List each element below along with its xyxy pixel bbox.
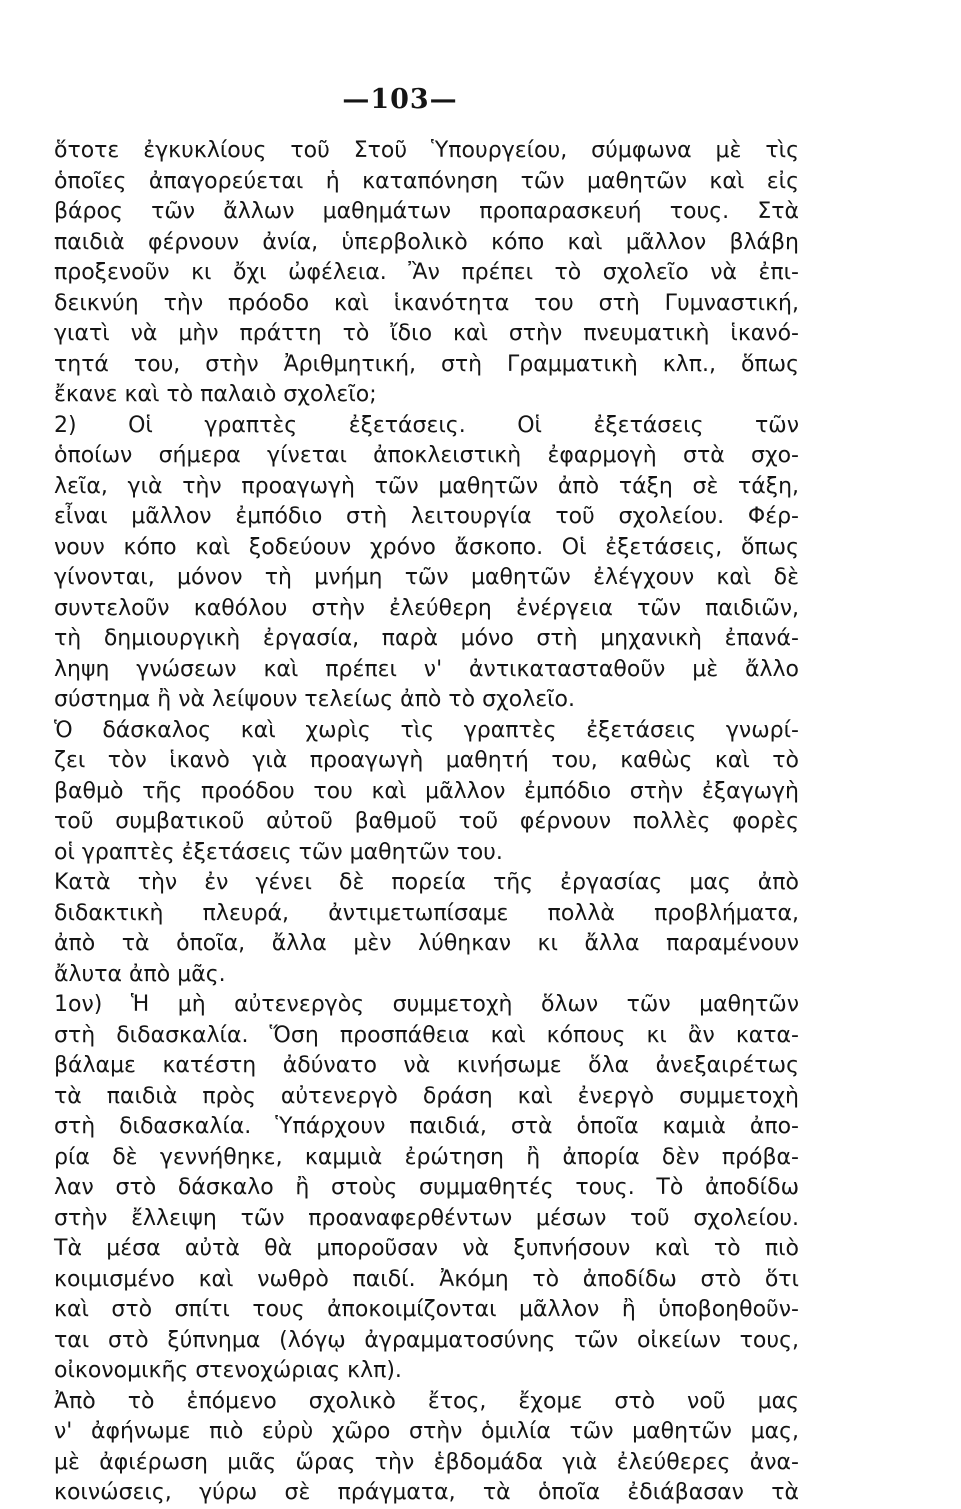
text-line: Ὁ δάσκαλος καὶ χωρὶς τὶς γραπτὲς ἐξετάσεις γνωρί- bbox=[54, 717, 799, 743]
text-line: βάρος τῶν ἄλλων μαθημάτων προπαρασκευή τους. Στὰ bbox=[54, 199, 799, 224]
text-line: βάλαμε κατέστη ἀδύνατο νὰ κινήσωμε ὅλα ἀνεξαιρέτως bbox=[54, 1053, 799, 1078]
text-line: παιδιὰ φέρνουν ἀνία, ὑπερβολικὸ κόπο καὶ μᾶλλον βλάβη bbox=[54, 229, 799, 255]
text-line: λεῖα, γιὰ τὴν προαγωγὴ τῶν μαθητῶν ἀπὸ τάξη σὲ τάξη, bbox=[54, 473, 799, 499]
text-line: προξενοῦν κι ὄχι ὠφέλεια. Ἂν πρέπει τὸ σχολεῖο νὰ ἐπι- bbox=[54, 260, 799, 285]
text-line: 1ον) Ἡ μὴ αὐτενεργὸς συμμετοχὴ ὅλων τῶν μαθητῶν bbox=[54, 992, 799, 1017]
text-line: ται στὸ ξύπνημα (λόγῳ ἀγραμματοσύνης τῶν οἰκείων τους, bbox=[54, 1327, 799, 1353]
text-line: νουν κόπο καὶ ξοδεύουν χρόνο ἄσκοπο. Οἱ ἐξετάσεις, ὅπως bbox=[54, 534, 799, 560]
text-line: κοινώσεις, γύρω σὲ πράγματα, τὰ ὁποῖα ἐδιάβασαν τὰ bbox=[54, 1480, 799, 1505]
text-line: ληψη γνώσεων καὶ πρέπει ν' ἀντικατασταθοῦν μὲ ἄλλο bbox=[54, 656, 799, 682]
text-line: Ἀπὸ τὸ ἑπόμενο σχολικὸ ἔτος, ἔχομε στὸ νοῦ μας bbox=[54, 1388, 799, 1414]
text-line: ζει τὸν ἱκανὸ γιὰ προαγωγὴ μαθητή του, καθὼς καὶ τὸ bbox=[54, 748, 799, 773]
text-line: στὴ διδασκαλία. Ὅση προσπάθεια καὶ κόπους κι ἂν κατα- bbox=[54, 1022, 799, 1048]
text-line: συντελοῦν καθόλου στὴν ἐλεύθερη ἐνέργεια τῶν παιδιῶν, bbox=[54, 595, 799, 621]
page-number: —103— bbox=[342, 84, 458, 115]
text-line: ἀπὸ τὰ ὁποῖα, ἄλλα μὲν λύθηκαν κι ἄλλα παραμένουν bbox=[54, 931, 799, 956]
text-line: λαν στὸ δάσκαλο ἢ στοὺς συμμαθητές τους. Τὸ ἀποδίδω bbox=[54, 1175, 799, 1200]
text-line: Τὰ μέσα αὐτὰ θὰ μποροῦσαν νὰ ξυπνήσουν καὶ τὸ πιὸ bbox=[54, 1236, 799, 1261]
text-line: ὅτοτε ἐγκυκλίους τοῦ Στοῦ Ὑπουργείου, σύμφωνα μὲ τὶς bbox=[54, 138, 799, 163]
text-line: Κατὰ τὴν ἐν γένει δὲ πορεία τῆς ἐργασίας μας ἀπὸ bbox=[54, 870, 799, 895]
text-line: γιατὶ νὰ μὴν πράττη τὸ ἴδιο καὶ στὴν πνευματικὴ ἱκανό- bbox=[54, 321, 799, 346]
text-line: γίνονται, μόνον τὴ μνήμη τῶν μαθητῶν ἐλέγχουν καὶ δὲ bbox=[54, 565, 799, 590]
text-line: σύστημα ἢ νὰ λείψουν τελείως ἀπὸ τὸ σχολεῖο. bbox=[54, 687, 575, 712]
text-line: τοῦ συμβατικοῦ αὐτοῦ βαθμοῦ τοῦ φέρνουν πολλὲς φορὲς bbox=[54, 809, 799, 834]
text-line: στὴ διδασκαλία. Ὑπάρχουν παιδιά, στὰ ὁποῖα καμιὰ ἀπο- bbox=[54, 1114, 799, 1139]
text-line: δεικνύη τὴν πρόοδο καὶ ἱκανότητα του στὴ Γυμναστική, bbox=[54, 290, 799, 316]
body-text bbox=[54, 136, 799, 1509]
text-line: οἰκονομικῆς στενοχώριας κλπ). bbox=[54, 1358, 402, 1383]
text-line: εἶναι μᾶλλον ἐμπόδιο στὴ λειτουργία τοῦ σχολείου. Φέρ- bbox=[54, 504, 799, 529]
text-line: στὴν ἔλλειψη τῶν προαναφερθέντων μέσων τοῦ σχολείου. bbox=[54, 1205, 799, 1231]
text-line: μὲ ἀφιέρωση μιᾶς ὥρας τὴν ἑβδομάδα γιὰ ἐλεύθερες ἀνα- bbox=[54, 1449, 799, 1475]
text-line: τὰ παιδιὰ πρὸς αὐτενεργὸ δράση καὶ ἐνεργὸ συμμετοχὴ bbox=[54, 1083, 799, 1109]
text-line: τητά του, στὴν Ἀριθμητική, στὴ Γραμματικὴ κλπ., ὅπως bbox=[54, 351, 799, 377]
text-line: ν' ἀφήνωμε πιὸ εὐρὺ χῶρο στὴν ὁμιλία τῶν μαθητῶν μας, bbox=[54, 1419, 799, 1444]
text-line: βαθμὸ τῆς προόδου του καὶ μᾶλλον ἐμπόδιο στὴν ἐξαγωγὴ bbox=[54, 778, 799, 804]
text-line: ἄλυτα ἀπὸ μᾶς. bbox=[54, 961, 226, 987]
text-line: κοιμισμένο καὶ νωθρὸ παιδί. Ἀκόμη τὸ ἀποδίδω στὸ ὅτι bbox=[54, 1266, 799, 1292]
text-line: ὁποῖες ἀπαγορεύεται ἡ καταπόνηση τῶν μαθητῶν καὶ εἰς bbox=[54, 168, 799, 194]
text-line: διδακτικὴ πλευρά, ἀντιμετωπίσαμε πολλὰ προβλήματα, bbox=[54, 900, 799, 926]
text-line: ὁποίων σήμερα γίνεται ἀποκλειστικὴ ἐφαρμογὴ στὰ σχο- bbox=[54, 443, 799, 468]
text-line: 2) Οἱ γραπτὲς ἐξετάσεις. Οἱ ἐξετάσεις τῶν bbox=[54, 412, 799, 438]
text-line: καὶ στὸ σπίτι τους ἀποκοιμίζονται μᾶλλον ἢ ὑποβοηθοῦν- bbox=[54, 1297, 799, 1322]
text-line: οἱ γραπτὲς ἐξετάσεις τῶν μαθητῶν του. bbox=[54, 839, 503, 865]
text-line: ἔκανε καὶ τὸ παλαιὸ σχολεῖο; bbox=[54, 382, 377, 407]
text-line: ρία δὲ γεννήθηκε, καμμιὰ ἐρώτηση ἢ ἀπορία δὲν πρόβα- bbox=[54, 1144, 799, 1170]
text-line: τὴ δημιουργικὴ ἐργασία, παρὰ μόνο στὴ μηχανικὴ ἐπανά- bbox=[54, 626, 799, 651]
